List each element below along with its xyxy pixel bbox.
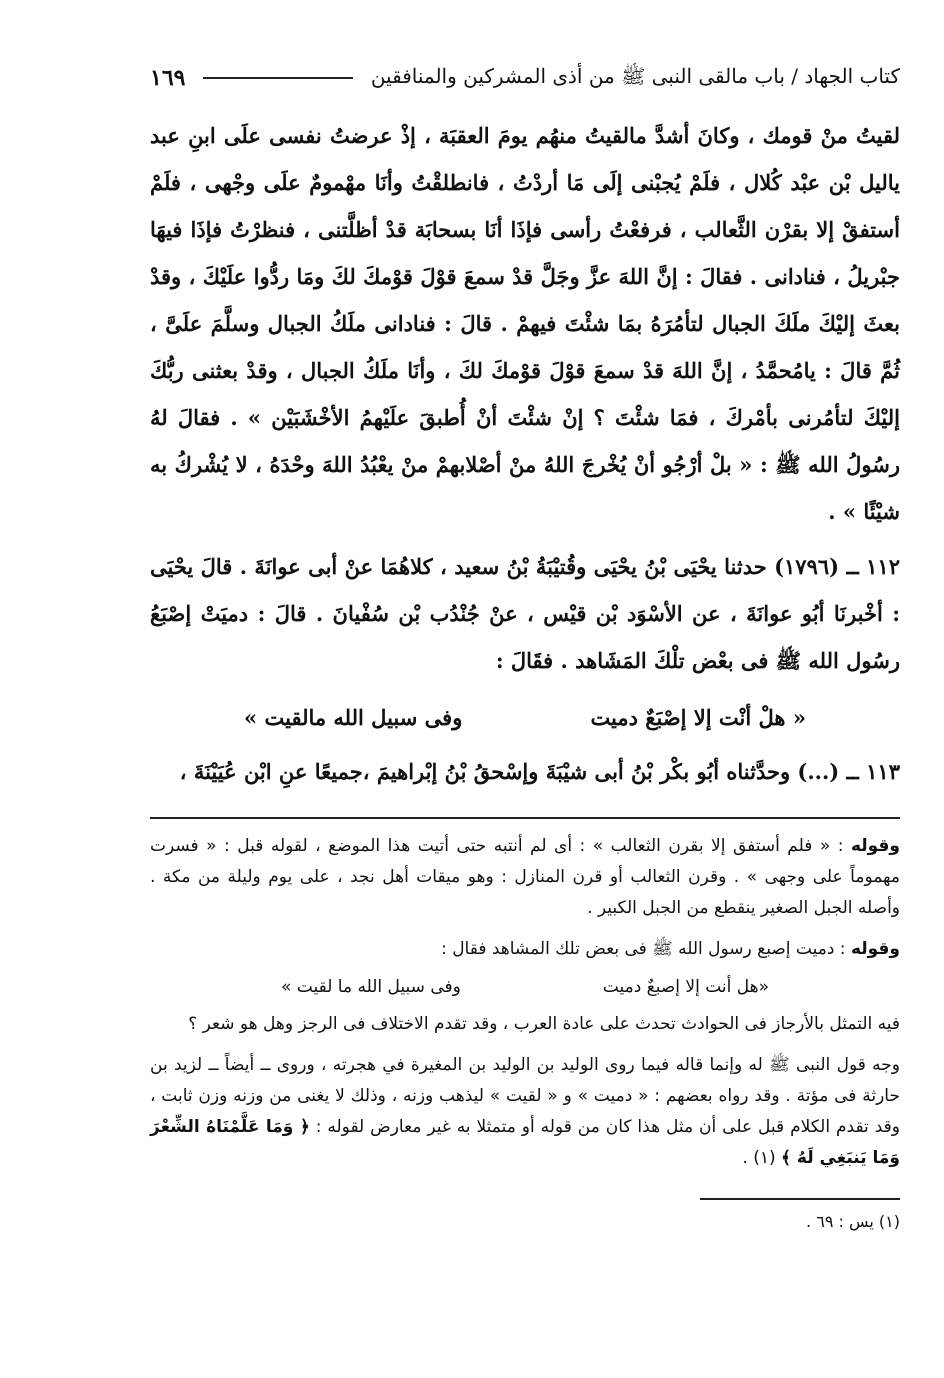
commentary-poem-first: «هل أنت إلا إصبعٌ دميت bbox=[602, 977, 770, 997]
page-number: ١٦٩ bbox=[150, 65, 186, 91]
poem-second-hemistich: وفى سبيل الله مالقيت » bbox=[244, 705, 463, 730]
header-rule bbox=[203, 77, 352, 79]
hadith-112-paragraph: ١١٢ ــ (١٧٩٦) حدثنا يحْيَى بْنُ يحْيَى وقُتيْبَةُ بْنُ سعيد ، كلاهُمَا عنْ أبى عوانَةَ . قالَ يحْيَى : أخْبرنَا أبُو عوانَةَ ، عن الأسْوَد بْن قيْس ، عنْ جُنْدُب بْن سُفْيانَ . قالَ : دميَتْ إصْبَعُ رسُول الله ﷺ فى بعْض تلْكَ المَشَاهد . فقَالَ : bbox=[150, 554, 900, 673]
running-title: كتاب الجهاد / باب مالقى النبى ﷺ من أذى المشركين والمنافقين bbox=[370, 63, 900, 88]
poem-first-hemistich: « هلْ أنْت إلا إصْبَعٌ دميت bbox=[590, 705, 806, 730]
note-2-lead: وقوله bbox=[850, 939, 900, 959]
commentary-note-4 bbox=[150, 1050, 900, 1174]
note-4-text: وجه قول النبى ﷺ له وإنما قاله فيما روى الوليد بن الوليد بن المغيرة في هجرته ، وروى ــ أيضاً ــ لزيد بن حارثة فى مؤتة . وقد رواه بعضهم : « دميت » و « لقيت » ليذهب وزنه ، وذلك لا يغنى من وزنه وزن ثابت ، وقد تقدم الكلام قبل على أن مثل هذا كان من قوله أو متمثلا به غير معارض لقوله : bbox=[150, 1055, 900, 1137]
commentary-note-1 bbox=[150, 831, 900, 924]
commentary-divider bbox=[150, 817, 900, 819]
footnote-marker: (١) . bbox=[742, 1148, 776, 1168]
poem-verse bbox=[180, 688, 870, 748]
hadith-111-paragraph: لقيتُ منْ قومك ، وكانَ أشدَّ مالقيتُ منهُم يومَ العقبَة ، إذْ عرضتُ نفسى علَى ابنِ عبد ياليل بْن عبْد كُلال ، فلَمْ يُجبْنى إلَى مَا أردْتُ ، فانطلقْتُ وأنَا مهْمومٌ علَى وجْهى ، فلَمْ أستفقْ إلا بقرْن الثَّعالب ، فرفعْتُ رأسى فإذَا أنَا بسحابَة قدْ أظلَّتنى ، فنظرْتُ فإذَا فيهَا جبْريلُ ، فنادانى . فقالَ : إنَّ اللهَ عزَّ وجَلَّ قدْ سمعَ قوْلَ قوْمكَ لكَ ومَا ردُّوا علَيْكَ ، وقدْ بعثَ إليْكَ ملَكَ الجبال لتأمُرَهُ بمَا شئْتَ فيهمْ . قالَ : فنادانى ملَكُ الجبال وسلَّمَ علَىَّ ، ثُمَّ قالَ : يامُحمَّدُ ، إنَّ اللهَ قدْ سمعَ قوْلَ قوْمكَ لكَ ، وأنَا ملَكُ الجبال ، وقدْ بعثنى ربُّكَ إليْكَ لتأمُرنى بأمْركَ ، فمَا شئْتَ ؟ إنْ شئْتَ أنْ أُطبقَ علَيْهمُ الأخْشَبَيْن » . فقالَ لهُ رسُولُ الله ﷺ : « بلْ أرْجُو أنْ يُخْرجَ اللهُ منْ أصْلابهمْ منْ يعْبُدُ اللهَ وحْدَهُ ، لا يُشْركُ به شيْئًا » . bbox=[150, 123, 900, 524]
commentary-poem-second: وفى سبيل الله ما لقيت » bbox=[280, 977, 461, 997]
footnote: (١) يس : ٦٩ . bbox=[806, 1212, 900, 1231]
commentary-note-2 bbox=[150, 934, 900, 965]
footnote-rule bbox=[700, 1198, 900, 1200]
hadith-text-continued bbox=[150, 748, 900, 795]
note-1-text: : « فلم أستفق إلا بقرن الثعالب » : أى لم أنتبه حتى أتيت هذا الموضع ، لقوله قبل : « فسرت مهموماً على وجهى » . وقرن الثعالب أو قرن المنازل : وهو ميقات أهل نجد ، على يوم وليلة من مكة . وأصله الجبل الصغير ينقطع من الجبل الكبير . bbox=[150, 836, 900, 918]
commentary-note-3: فيه التمثل بالأرجاز فى الحوادث تحدث على عادة العرب ، وقد تقدم الاختلاف فى الرجز وهل هو شعر ؟ bbox=[188, 1014, 900, 1034]
note-1-lead: وقوله bbox=[850, 836, 900, 856]
commentary bbox=[150, 831, 900, 1174]
page-header bbox=[150, 58, 900, 98]
book-page bbox=[150, 58, 900, 1234]
hadith-text bbox=[150, 112, 900, 684]
hadith-113-paragraph: ١١٣ ــ (...) وحدَّثناه أبُو بكْر بْنُ أبى شيْبَةَ وإسْحقُ بْنُ إبْراهيمَ ،جميعًا عنِ ابْن عُيَيْنَةَ ، bbox=[179, 759, 900, 784]
commentary-poem bbox=[210, 965, 840, 1009]
note-2-text: : دميت إصبع رسول الله ﷺ فى بعض تلك المشاهد فقال : bbox=[441, 939, 846, 959]
quran-verse: ﴿ وَمَا عَلَّمْنَاهُ الشِّعْرَ وَمَا يَنبَغِي لَهُ ﴾ bbox=[150, 1117, 900, 1168]
